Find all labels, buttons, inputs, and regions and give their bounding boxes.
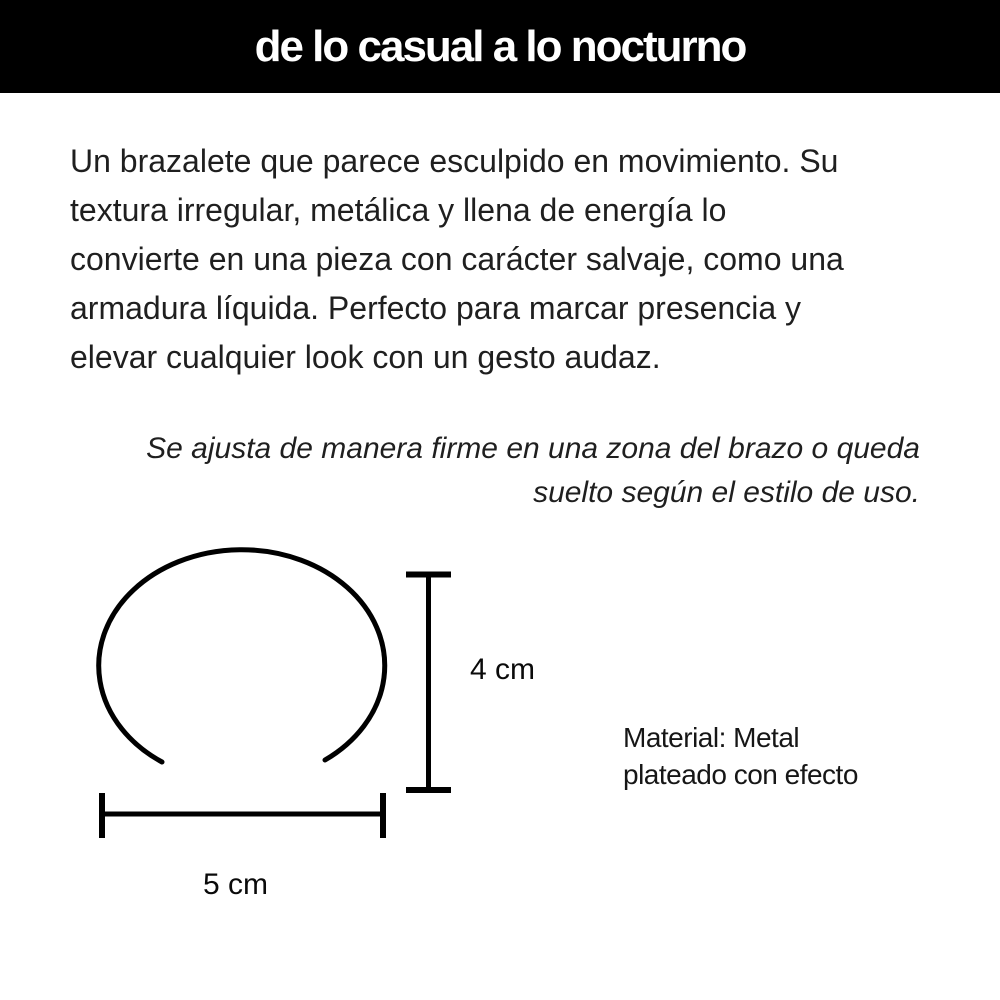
height-dimension-label: 4 cm <box>470 653 536 686</box>
material-line: Material: Metal <box>623 722 800 753</box>
description-line: convierte en una pieza con carácter salvaje, como una <box>70 241 844 277</box>
height-dimension-line <box>406 572 451 792</box>
description-line: elevar cualquier look con un gesto audaz. <box>70 339 661 375</box>
fit-note-line: Se ajusta de manera firme en una zona del brazo o queda <box>146 432 920 465</box>
material-info <box>623 719 858 793</box>
header-banner <box>0 0 1000 93</box>
description-line: armadura líquida. Perfecto para marcar presencia y <box>70 290 802 326</box>
fit-note <box>60 427 920 515</box>
description-line: textura irregular, metálica y llena de energía lo <box>70 192 727 228</box>
page-title: de lo casual a lo nocturno <box>254 21 746 71</box>
product-description <box>70 137 844 382</box>
width-dimension-line <box>102 793 383 838</box>
description-line: Un brazalete que parece esculpido en movimiento. Su <box>70 143 839 179</box>
material-line: plateado con efecto <box>623 759 858 790</box>
width-dimension-label: 5 cm <box>203 868 269 901</box>
fit-note-line: suelto según el estilo de uso. <box>533 476 920 509</box>
bracelet-outline <box>99 550 385 762</box>
